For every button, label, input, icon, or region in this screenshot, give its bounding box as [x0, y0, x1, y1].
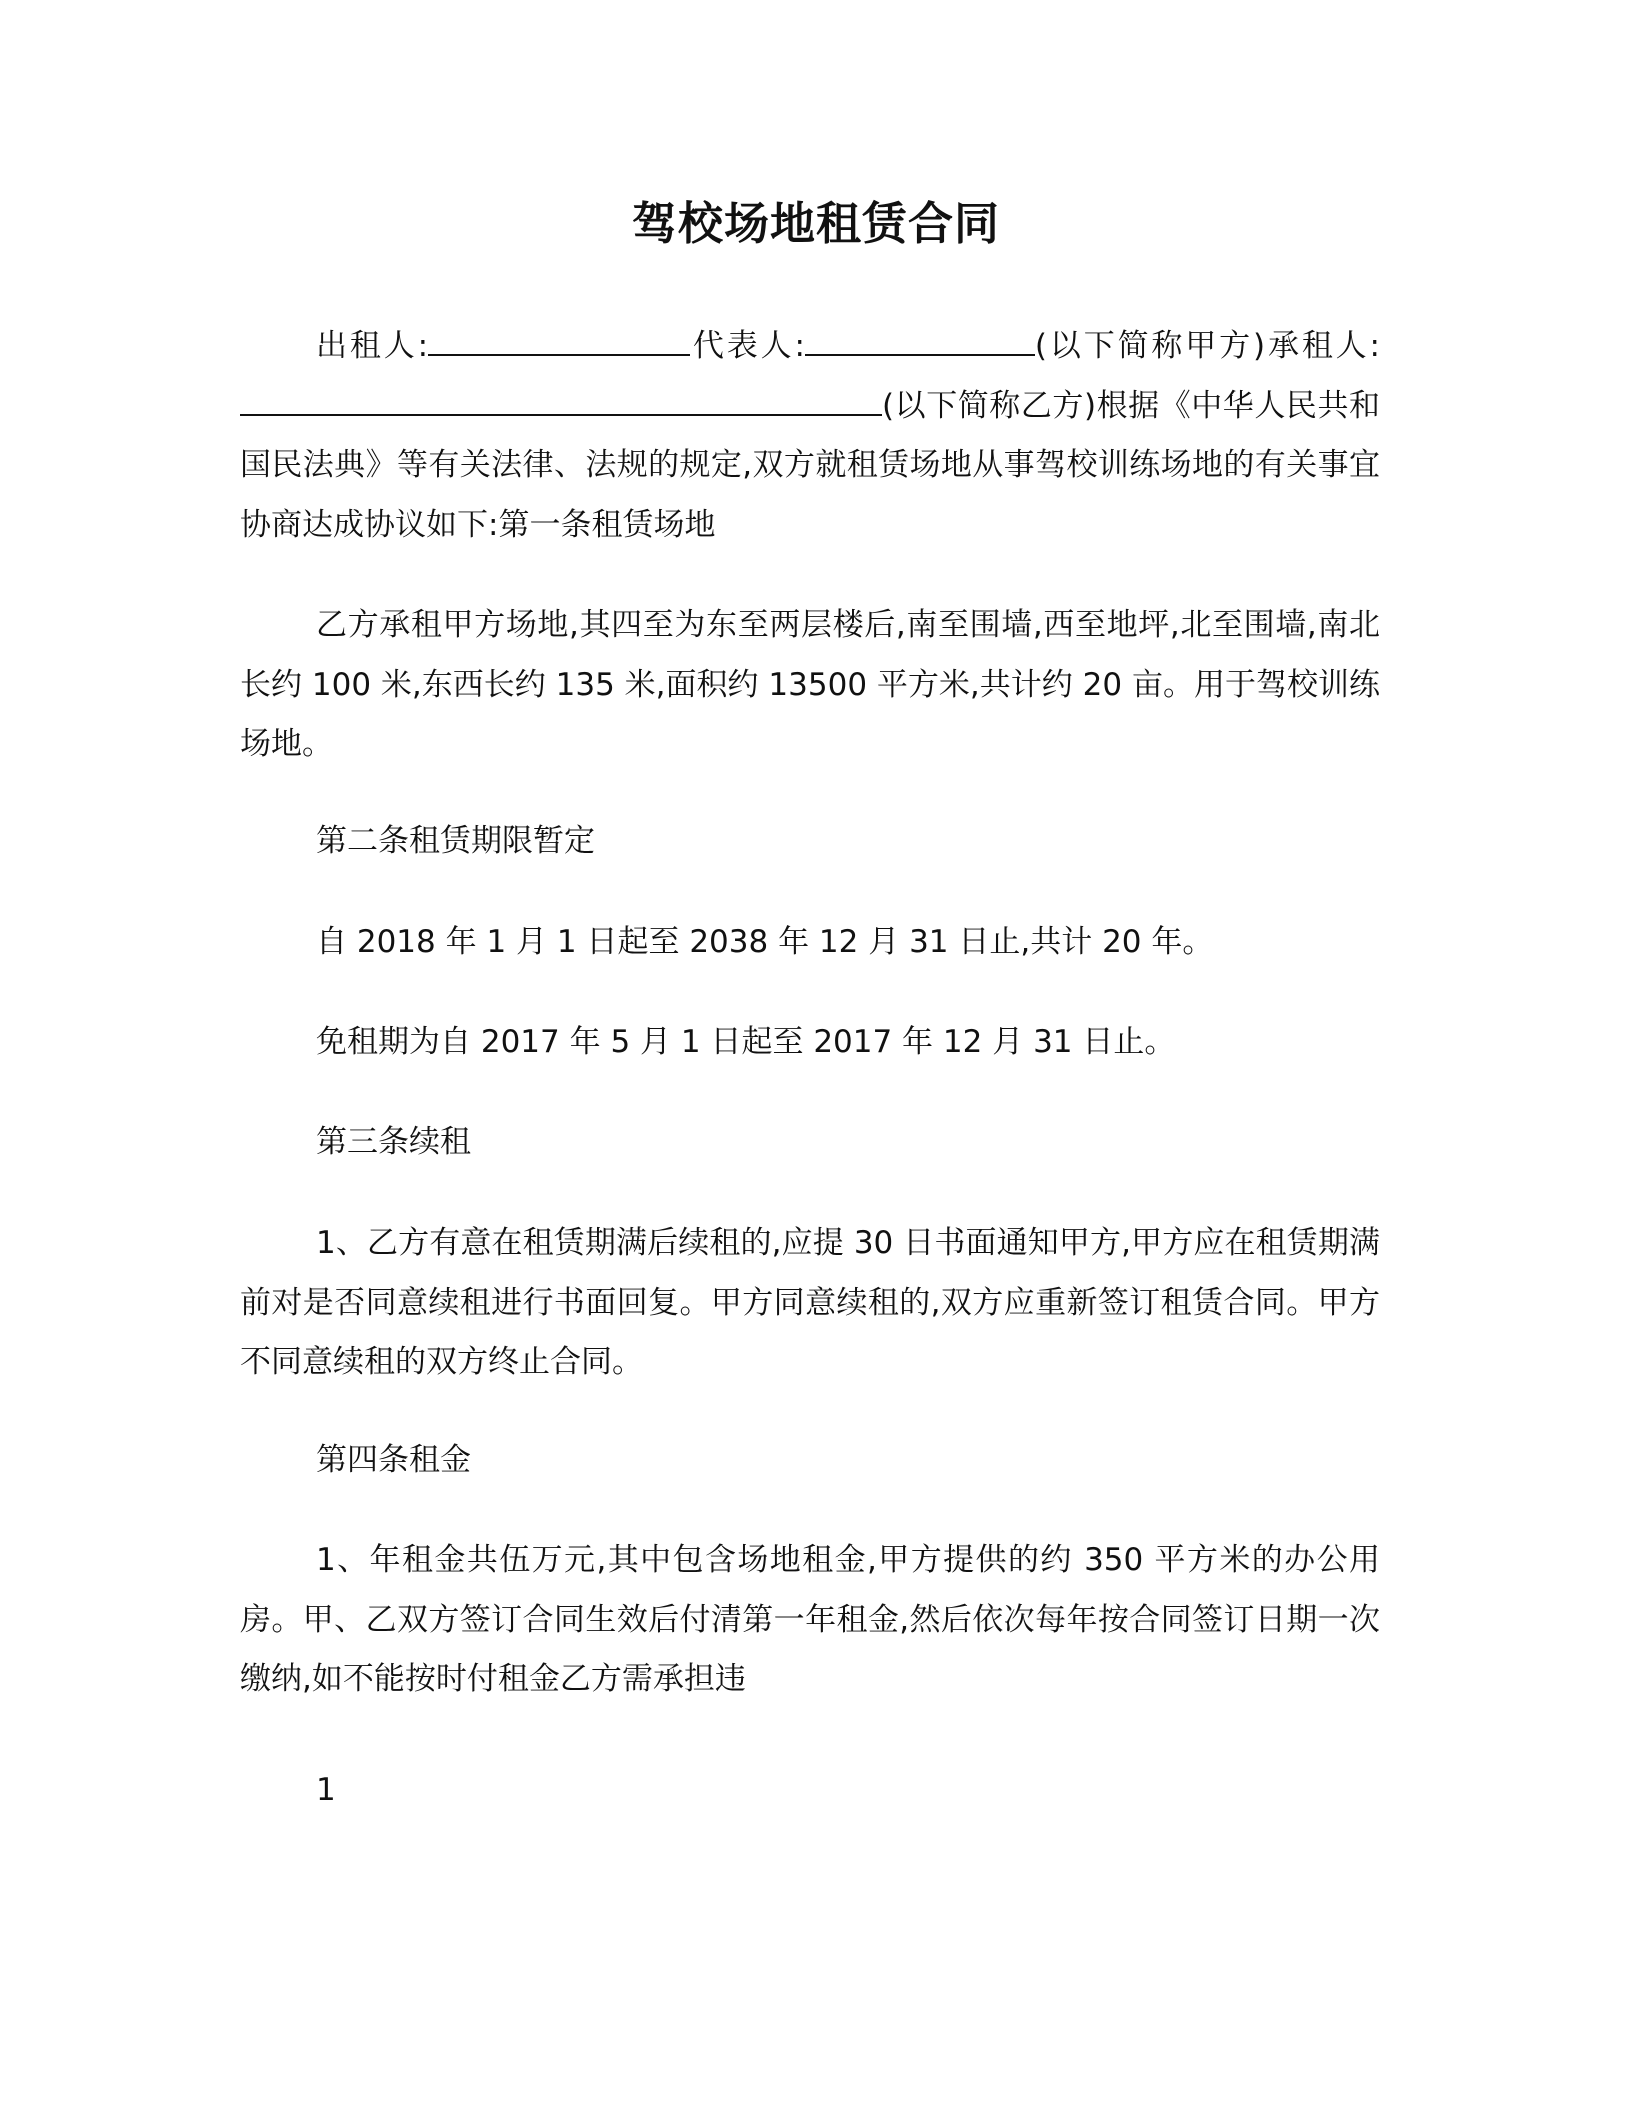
representative-blank — [805, 324, 1035, 356]
representative-label: 代表人: — [690, 328, 805, 364]
site-paragraph: 乙方承租甲方场地,其四至为东至两层楼后,南至围墙,西至地坪,北至围墙,南北长约 100 米,东西长约 135 米,面积约 13500 平方米,共计约 20 亩。用于驾校训练场地。 — [240, 607, 1380, 762]
intro-rest: (以下简称乙方)根据《中华人民共和国民法典》等有关法律、法规的规定,双方就租赁场地从事驾校训练场地的有关事宜协商达成协议如下:第一条租赁场地 — [240, 387, 1380, 543]
document-title: 驾校场地租赁合同 — [631, 197, 1000, 250]
renewal-paragraph: 1、乙方有意在租赁期满后续租的,应提 30 日书面通知甲方,甲方应在租赁期满前对是否同意续租进行书面回复。甲方同意续租的,双方应重新签订租赁合同。甲方不同意续租的双方终止合同。 — [240, 1225, 1380, 1380]
lessee-label: 人: — [1335, 328, 1380, 364]
lessee-blank — [240, 384, 882, 416]
party-a-note: (以下简称甲方)承租 — [1034, 328, 1336, 364]
lessor-label: 出租人: — [316, 328, 429, 364]
term-paragraph: 自 2018 年 1 月 1 日起至 2038 年 12 月 31 日止,共计 20 年。 — [316, 924, 1214, 960]
article-4-heading: 第四条租金 — [316, 1442, 471, 1478]
page-number: 1 — [316, 1772, 336, 1808]
lessor-blank — [428, 324, 690, 356]
rent-paragraph: 1、年租金共伍万元,其中包含场地租金,甲方提供的约 350 平方米的办公用房。甲、乙双方签订合同生效后付清第一年租金,然后依次每年按合同签订日期一次缴纳,如不能按时付租金乙方需承担违 — [240, 1542, 1380, 1697]
article-3-heading: 第三条续租 — [316, 1124, 471, 1160]
intro-paragraph — [240, 317, 1380, 555]
article-2-heading: 第二条租赁期限暂定 — [316, 823, 595, 859]
rent-free-paragraph: 免租期为自 2017 年 5 月 1 日起至 2017 年 12 月 31 日止。 — [316, 1024, 1176, 1060]
